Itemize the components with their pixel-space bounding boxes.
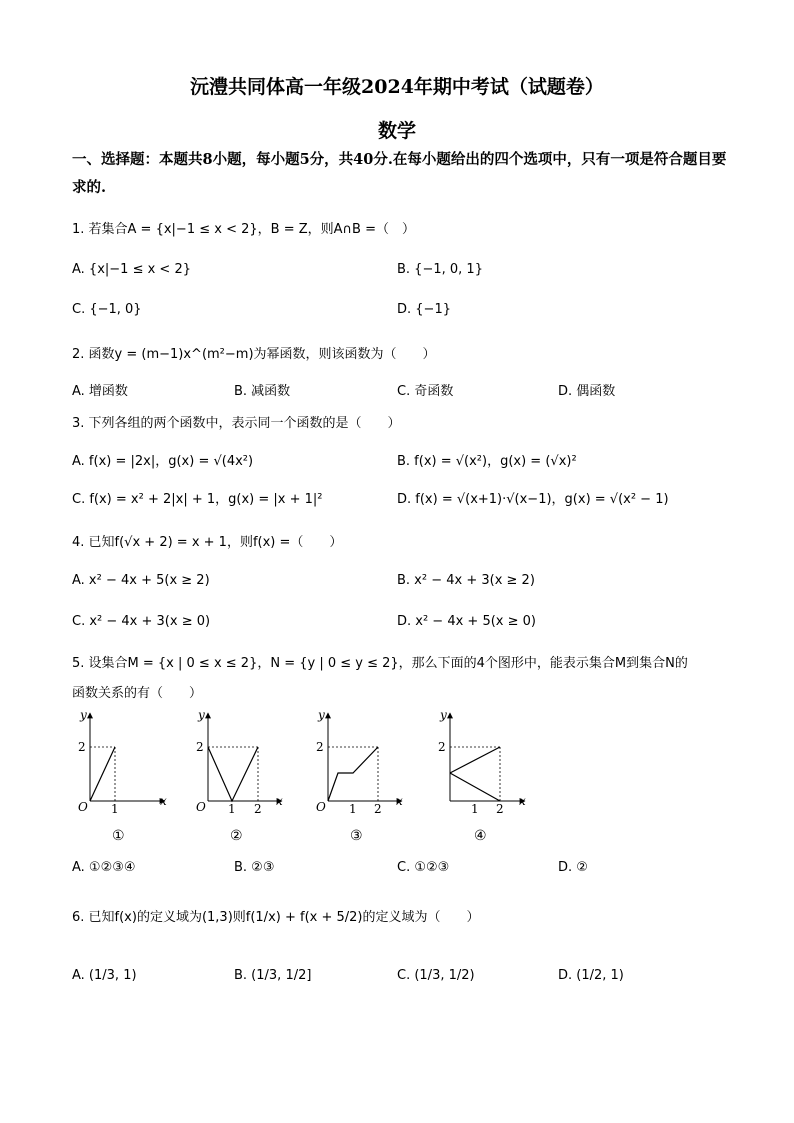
graph-2-label: ② [230, 828, 243, 844]
graph-4 [438, 708, 526, 816]
q2-option-a: A. 增函数 [72, 384, 128, 399]
question-3-stem: 3. 下列各组的两个函数中，表示同一个函数的是（ ） [72, 416, 401, 431]
question-6-stem: 6. 已知f(x)的定义域为(1,3)则f(1/x) + f(x + 5/2)的定义域为（ ） [72, 910, 480, 925]
q6-option-d: D. (1/2, 1) [558, 968, 624, 983]
q2-option-d: D. 偶函数 [558, 384, 616, 399]
q4-option-c: C. x² − 4x + 3(x ≥ 0) [72, 614, 211, 629]
graph-3 [316, 708, 403, 816]
graph-3-x-label: x [396, 794, 403, 808]
graph-4-label: ④ [474, 828, 487, 844]
graph-3-tick-y2: 2 [316, 740, 324, 754]
graph-1-x-label: x [160, 794, 167, 808]
graph-2-tick-y2: 2 [196, 740, 204, 754]
graph-2-y-label: y [198, 708, 205, 722]
graph-2-origin: O [196, 800, 206, 814]
q1-option-a: A. {x|−1 ≤ x < 2} [72, 262, 191, 277]
q1-option-b: B. {−1, 0, 1} [397, 262, 483, 277]
q4-option-d: D. x² − 4x + 5(x ≥ 0) [397, 614, 536, 629]
q4-option-b: B. x² − 4x + 3(x ≥ 2) [397, 573, 535, 588]
graph-4-tick-x1: 1 [471, 802, 479, 816]
q6-option-c: C. (1/3, 1/2) [397, 968, 475, 983]
q3-option-b: B. f(x) = √(x²)，g(x) = (√x)² [397, 454, 577, 469]
question-2-stem: 2. 函数y = (m−1)x^(m²−m)为幂函数，则该函数为（ ） [72, 347, 436, 362]
question-5-stem-line2: 函数关系的有（ ） [72, 686, 203, 701]
graph-2 [196, 708, 283, 816]
q1-option-c: C. {−1, 0} [72, 302, 142, 317]
graph-3-function-line [328, 747, 378, 801]
section-heading: 一、选择题：本题共8小题，每小题5分，共40分.在每小题给出的四个选项中，只有一项是符合题目要求的. [72, 151, 727, 196]
q2-option-b: B. 减函数 [234, 384, 291, 399]
graph-1-function-line [90, 747, 115, 801]
subject-title: 数学 [377, 120, 416, 142]
graph-3-tick-x2: 2 [374, 802, 382, 816]
q3-option-a: A. f(x) = |2x|，g(x) = √(4x²) [72, 454, 254, 469]
q5-option-c: C. ①②③ [397, 860, 450, 875]
question-1-stem: 1. 若集合A = {x|−1 ≤ x < 2}，B = Z，则A∩B =（ ） [72, 222, 415, 237]
graph-4-tick-x2: 2 [496, 802, 504, 816]
graph-1-origin: O [78, 800, 88, 814]
question-5-stem-line1: 5. 设集合M = {x | 0 ≤ x ≤ 2}，N = {y | 0 ≤ y ≤ 2}，那么下面的4个图形中，能表示集合M到集合N的 [72, 656, 688, 671]
graph-1-tick-y2: 2 [78, 740, 86, 754]
graph-2-x-label: x [276, 794, 283, 808]
graph-4-function-line-upper [450, 747, 500, 773]
question-4-stem: 4. 已知f(√x + 2) = x + 1，则f(x) =（ ） [72, 535, 343, 550]
graph-3-y-label: y [318, 708, 325, 722]
q5-option-b: B. ②③ [234, 860, 275, 875]
q5-graphs [60, 705, 560, 825]
graph-1-label: ① [112, 828, 125, 844]
q4-option-a: A. x² − 4x + 5(x ≥ 2) [72, 573, 210, 588]
graph-4-function-line-lower [450, 773, 500, 801]
graph-1-tick-x1: 1 [111, 802, 119, 816]
graph-2-function-line [208, 747, 258, 801]
q2-option-c: C. 奇函数 [397, 384, 454, 399]
graph-3-origin: O [316, 800, 326, 814]
q1-option-d: D. {−1} [397, 302, 451, 317]
graph-1-y-label: y [80, 708, 87, 722]
graph-4-tick-y2: 2 [438, 740, 446, 754]
graph-3-tick-x1: 1 [349, 802, 357, 816]
graph-2-tick-x1: 1 [228, 802, 236, 816]
page-title: 沅澧共同体高一年级2024年期中考试（试题卷） [190, 76, 604, 98]
graph-3-label: ③ [350, 828, 363, 844]
graph-1 [78, 708, 167, 816]
graph-4-x-label: x [519, 794, 526, 808]
q3-option-c: C. f(x) = x² + 2|x| + 1，g(x) = |x + 1|² [72, 492, 323, 507]
q5-option-d: D. ② [558, 860, 588, 875]
graph-4-y-label: y [440, 708, 447, 722]
q6-option-b: B. (1/3, 1/2] [234, 968, 312, 983]
q6-option-a: A. (1/3, 1) [72, 968, 137, 983]
graph-2-tick-x2: 2 [254, 802, 262, 816]
q5-option-a: A. ①②③④ [72, 860, 136, 875]
q3-option-d: D. f(x) = √(x+1)·√(x−1)，g(x) = √(x² − 1) [397, 492, 669, 507]
